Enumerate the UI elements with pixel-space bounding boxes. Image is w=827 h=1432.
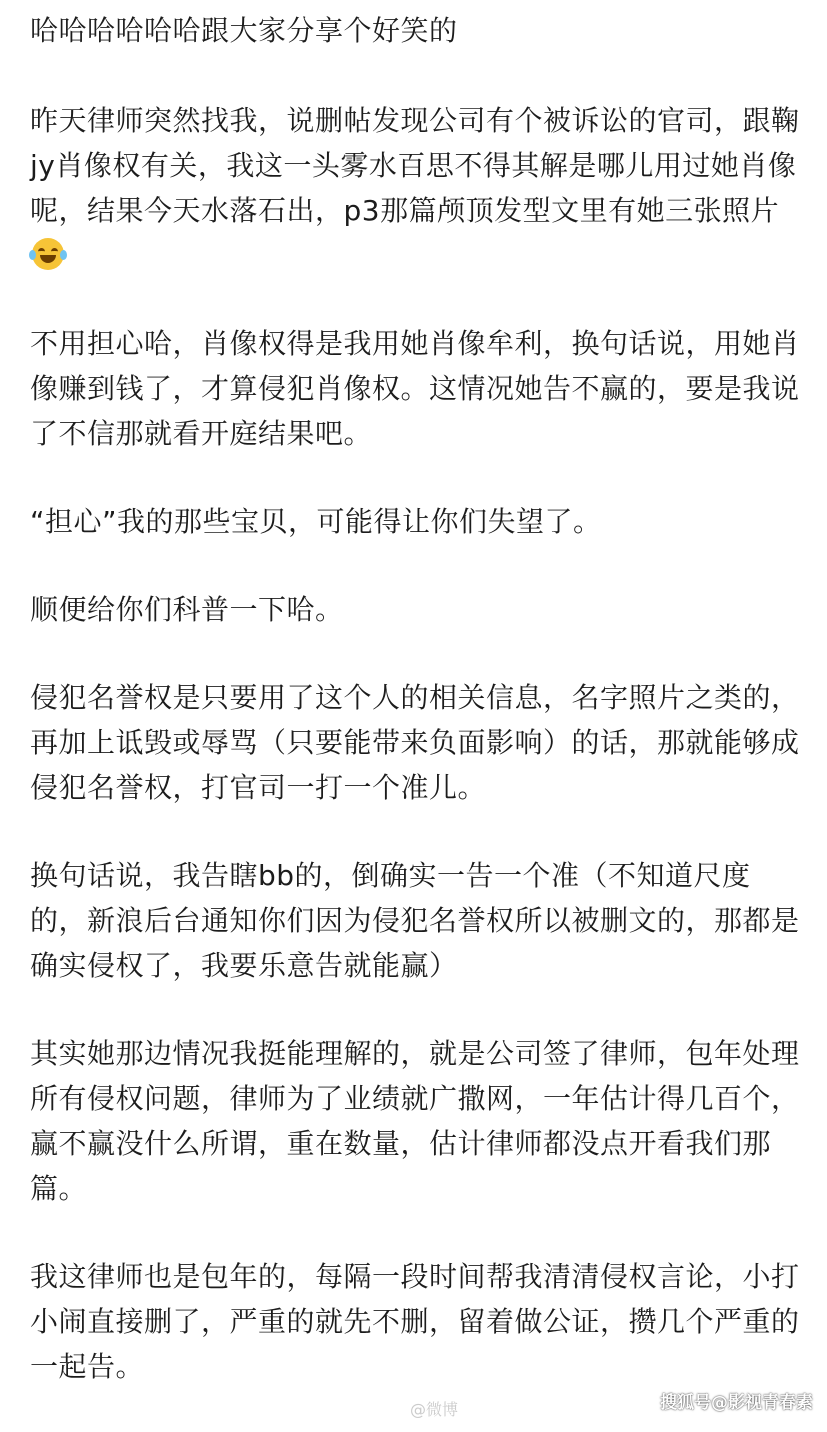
post-paragraph-2-text: 昨天律师突然找我，说删帖发现公司有个被诉讼的官司，跟鞠jy肖像权有关，我这一头雾水百思不得其解是哪儿用过她肖像呢，结果今天水落石出，p3那篇颅顶发型文里有她三张照片 — [30, 104, 800, 227]
laughing-crying-emoji-icon — [32, 238, 64, 270]
post-body — [30, 8, 805, 1432]
weibo-watermark: @微博 — [410, 1400, 459, 1419]
post-paragraph-7: 换句话说，我告瞎bb的，倒确实一告一个准（不知道尺度的，新浪后台通知你们因为侵犯名誉权所以被删文的，那都是确实侵权了，我要乐意告就能赢） — [30, 859, 800, 982]
sohu-watermark: 搜狐号@影视青春素 — [660, 1393, 813, 1413]
post-paragraph-8: 其实她那边情况我挺能理解的，就是公司签了律师，包年处理所有侵权问题，律师为了业绩就广撒网，一年估计得几百个，赢不赢没什么所谓，重在数量，估计律师都没点开看我们那篇。 — [30, 1037, 800, 1205]
post-paragraph-9: 我这律师也是包年的，每隔一段时间帮我清清侵权言论，小打小闹直接删了，严重的就先不删，留着做公证，攒几个严重的一起告。 — [30, 1260, 800, 1383]
post-paragraph-1: 哈哈哈哈哈哈跟大家分享个好笑的 — [30, 14, 458, 47]
post-paragraph-3: 不用担心哈，肖像权得是我用她肖像牟利，换句话说，用她肖像赚到钱了，才算侵犯肖像权。这情况她告不赢的，要是我说了不信那就看开庭结果吧。 — [30, 327, 800, 450]
post-paragraph-5: 顺便给你们科普一下哈。 — [30, 593, 344, 626]
post-paragraph-4: “担心”我的那些宝贝，可能得让你们失望了。 — [30, 505, 602, 538]
post-paragraph-6: 侵犯名誉权是只要用了这个人的相关信息，名字照片之类的，再加上诋毁或辱骂（只要能带来负面影响）的话，那就能够成侵犯名誉权，打官司一打一个准儿。 — [30, 681, 800, 804]
post-paragraph-2 — [30, 98, 805, 278]
